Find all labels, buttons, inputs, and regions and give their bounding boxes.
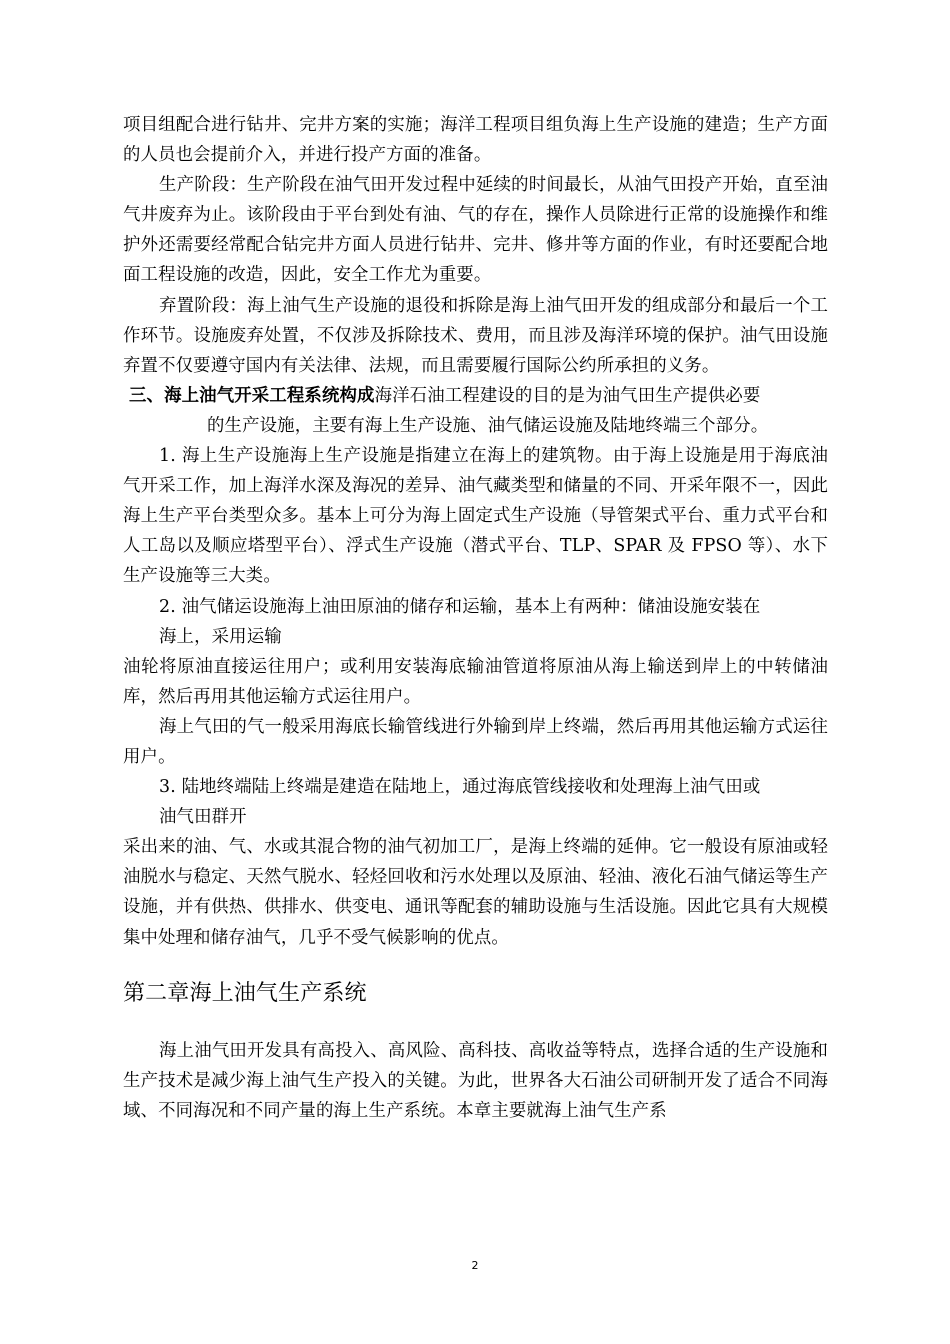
item-2-storage-transport: [123, 592, 828, 652]
paragraph-project-team: 项目组配合进行钻井、完井方案的实施；海洋工程项目组负海上生产设施的建造；生产方面的人员也会提前介入，并进行投产方面的准备。: [123, 115, 828, 166]
section-3-continuation: 的生产设施，主要有海上生产设施、油气储运设施及陆地终端三个部分。: [207, 415, 769, 436]
item-3-line-2: 油气田群开: [159, 807, 247, 828]
item-2-line-2: 海上，采用运输: [159, 626, 282, 647]
item-2-continuation: 油轮将原油直接运往用户；或利用安装海底输油管道将原油从海上输送到岸上的中转储油库，然后再用其他运输方式运往用户。: [123, 656, 828, 707]
chapter-intro-paragraph: 海上油气田开发具有高投入、高风险、高科技、高收益等特点，选择合适的生产设施和生产技术是减少海上油气生产投入的关键。为此，世界各大石油公司研制开发了适合不同海域、不同海况和不同产量的海上生产系统。本章主要就海上油气生产系: [123, 1040, 828, 1121]
item-3-onshore-terminal: [123, 772, 828, 832]
paragraph-production-stage: 生产阶段：生产阶段在油气田开发过程中延续的时间最长，从油气田投产开始，直至油气井废弃为止。该阶段由于平台到处有油、气的存在，操作人员除进行正常的设施操作和维护外还需要经常配合钻完井方面人员进行钻井、完井、修井等方面的作业，有时还要配合地面工程设施的改造，因此，安全工作尤为重要。: [123, 175, 828, 286]
item-3-continuation: 采出来的油、气、水或其混合物的油气初加工厂，是海上终端的延伸。它一般设有原油或轻油脱水与稳定、天然气脱水、轻烃回收和污水处理以及原油、轻油、液化石油气储运等生产设施，并有供热、供排水、供变电、通讯等配套的辅助设施与生活设施。因此它具有大规模集中处理和储存油气，几乎不受气候影响的优点。: [123, 837, 828, 948]
chapter-title: 第二章海上油气生产系统: [123, 980, 367, 1006]
paragraph-gas-field: 海上气田的气一般采用海底长输管线进行外输到岸上终端，然后再用其他运输方式运往用户。: [123, 716, 828, 767]
item-2-line-1: 2. 油气储运设施海上油田原油的储存和运输，基本上有两种：储油设施安装在: [159, 596, 761, 617]
page-number: 2: [471, 1259, 479, 1272]
item-3-line-1: 3. 陆地终端陆上终端是建造在陆地上，通过海底管线接收和处理海上油气田或: [159, 777, 761, 798]
paragraph-abandonment-stage: 弃置阶段：海上油气生产设施的退役和拆除是海上油气田开发的组成部分和最后一个工作环节。设施废弃处置，不仅涉及拆除技术、费用，而且涉及海洋环境的保护。油气田设施弃置不仅要遵守国内有关法律、法规，而且需要履行国际公约所承担的义务。: [123, 295, 828, 376]
section-3-title: 三、海上油气开采工程系统构成: [129, 385, 375, 406]
section-3-text: 海洋石油工程建设的目的是为油气田生产提供必要: [374, 385, 761, 406]
page-body: [123, 110, 828, 1126]
section-3-heading: [123, 381, 828, 441]
item-1-offshore-facilities: 1. 海上生产设施海上生产设施是指建立在海上的建筑物。由于海上设施是用于海底油气开采工作，加上海洋水深及海况的差异、油气藏类型和储量的不同、开采年限不一，因此海上生产平台类型众多。基本上可分为海上固定式生产设施（导管架式平台、重力式平台和人工岛以及顺应塔型平台）、浮式生产设施（潜式平台、TLP、SPAR 及 FPSO 等）、水下生产设施等三大类。: [123, 446, 828, 587]
